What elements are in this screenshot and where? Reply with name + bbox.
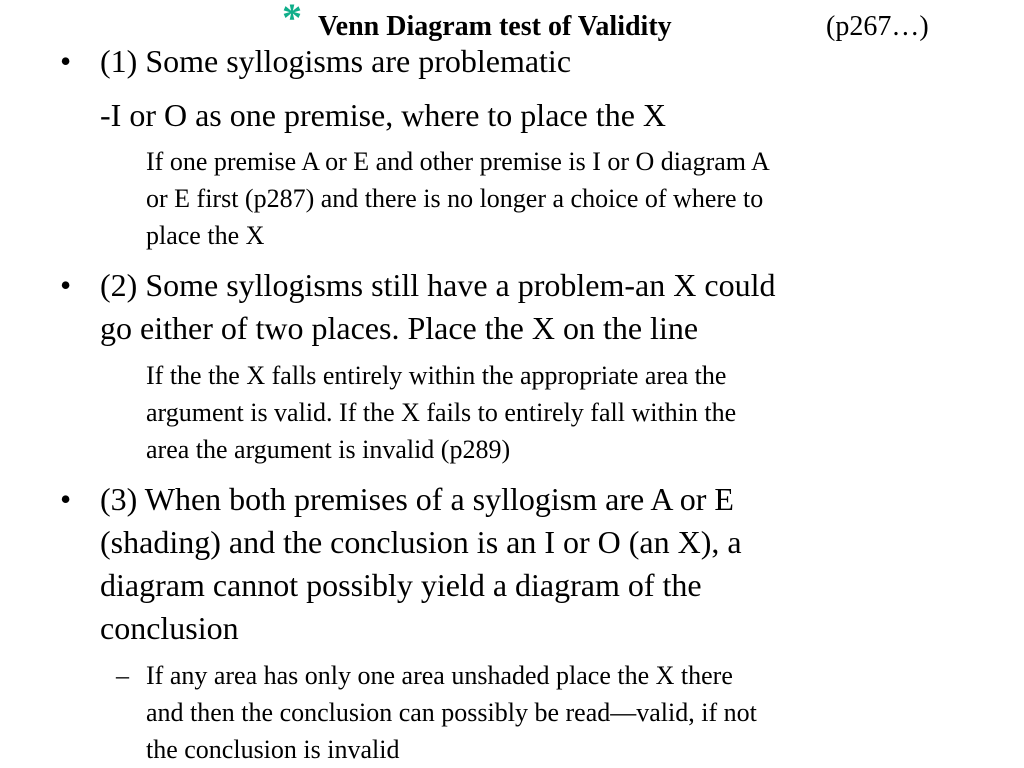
detail-text-line: If one premise A or E and other premise is I or O diagram A xyxy=(146,147,770,176)
bullet-text-line: go either of two places. Place the X on the line xyxy=(100,310,699,346)
detail-text-line: or E first (p287) and there is no longer a choice of where to xyxy=(146,184,764,213)
bullet-icon: • xyxy=(60,481,72,517)
bullet-icon: • xyxy=(60,43,72,79)
bullet-text-line: (shading) and the conclusion is an I or O (an X), a xyxy=(100,524,742,560)
sub-bullet-text-line: the conclusion is invalid xyxy=(146,735,400,764)
bullet-text-line: conclusion xyxy=(100,610,239,646)
title-text: Venn Diagram test of Validity xyxy=(318,11,672,42)
dash-icon: – xyxy=(116,661,129,690)
bullet-text-line: (2) Some syllogisms still have a problem-an X could xyxy=(100,267,776,303)
title-page-reference: (p267…) xyxy=(826,11,929,42)
detail-text-line: place the X xyxy=(146,221,265,250)
asterisk-icon: * xyxy=(282,0,302,40)
detail-text-line: If the the X falls entirely within the appropriate area the xyxy=(146,361,727,390)
bullet-icon: • xyxy=(60,267,72,303)
detail-text-line: area the argument is invalid (p289) xyxy=(146,435,511,464)
bullet-text-line: (3) When both premises of a syllogism are A or E xyxy=(100,481,734,517)
sub-text-line: -I or O as one premise, where to place the X xyxy=(100,97,666,133)
detail-text-line: argument is valid. If the X fails to entirely fall within the xyxy=(146,398,737,427)
sub-bullet-text-line: and then the conclusion can possibly be read—valid, if not xyxy=(146,698,757,727)
sub-bullet-text-line: If any area has only one area unshaded place the X there xyxy=(146,661,733,690)
bullet-text-line: diagram cannot possibly yield a diagram of the xyxy=(100,567,702,603)
bullet-text-line: (1) Some syllogisms are problematic xyxy=(100,43,572,79)
